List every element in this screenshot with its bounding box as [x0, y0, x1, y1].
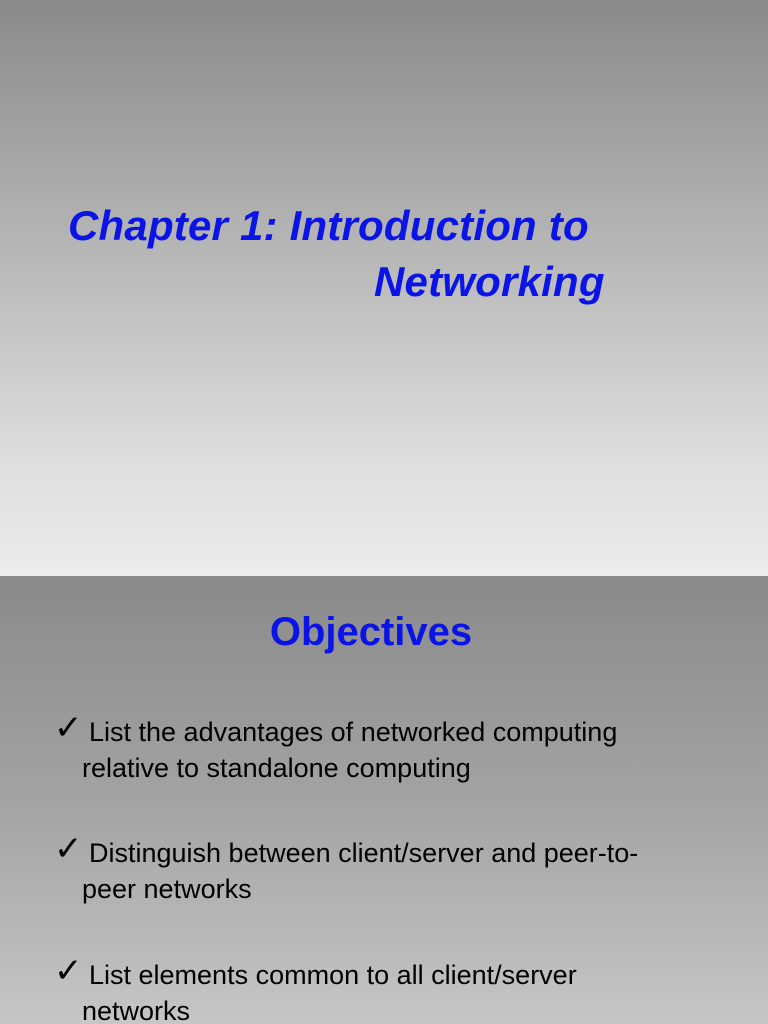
objective-text-line-1: Distinguish between client/server and peer-to-: [89, 838, 639, 868]
slide-title-line-1: Chapter 1: Introduction to: [68, 202, 589, 249]
objective-text-line-2: peer networks: [82, 874, 252, 904]
objectives-slide: [0, 576, 768, 1024]
objective-item: [54, 708, 714, 786]
checkmark-icon: ✓: [54, 951, 83, 991]
objective-text-line-2: networks: [82, 996, 191, 1024]
checkmark-icon: ✓: [54, 829, 83, 869]
objectives-heading: Objectives: [269, 610, 473, 654]
objective-item: [54, 951, 714, 1024]
objective-text-line-1: List elements common to all client/server: [89, 960, 577, 990]
objective-text-line-1: List the advantages of networked computing: [89, 717, 618, 747]
objective-item: [54, 829, 714, 907]
checkmark-icon: ✓: [54, 708, 83, 748]
objective-text-line-2: relative to standalone computing: [82, 753, 471, 783]
slide-title-line-2: Networking: [374, 258, 605, 305]
